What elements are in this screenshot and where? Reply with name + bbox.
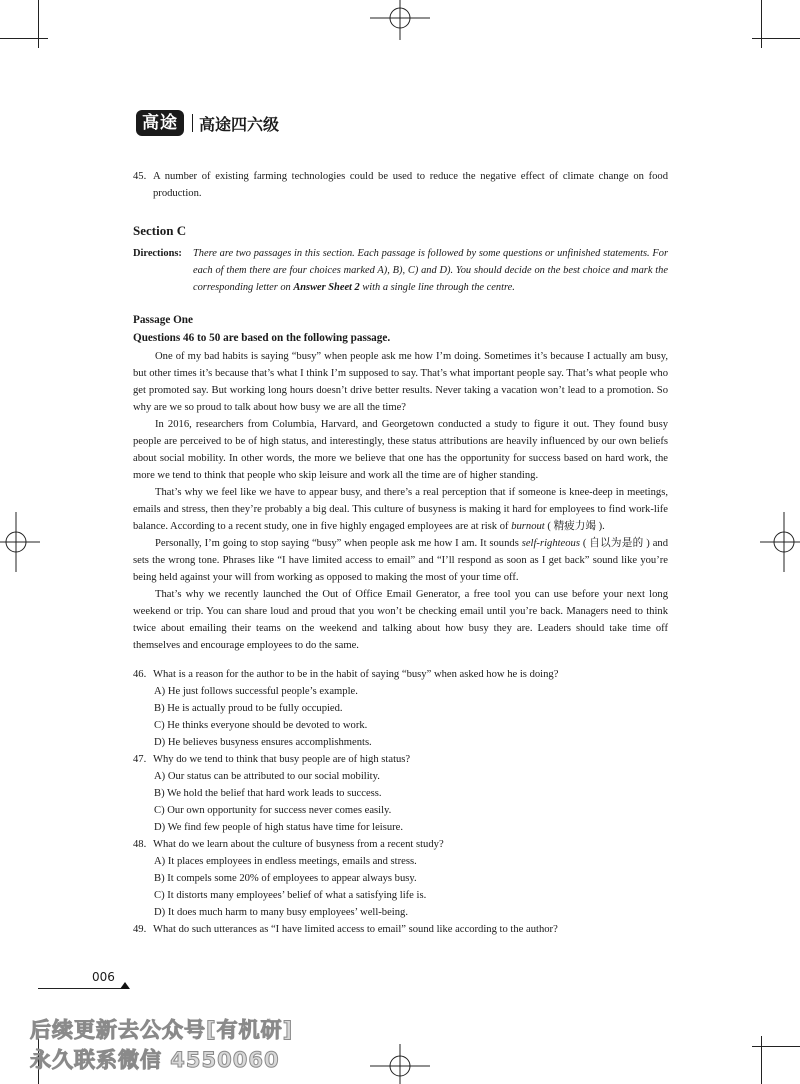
question-49	[133, 921, 668, 938]
answer-option: C) Our own opportunity for success never comes easily.	[154, 805, 392, 816]
term-self-righteous: self-righteous	[521, 538, 580, 549]
crop-mark	[38, 0, 39, 48]
question-46	[133, 666, 668, 751]
question-47	[133, 751, 668, 836]
registration-mark-bottom	[370, 1044, 430, 1084]
brand-divider	[192, 114, 193, 132]
brand-name: 高途四六级	[199, 114, 280, 134]
question-text: What do we learn about the culture of busyness from a recent study?	[153, 839, 444, 850]
answer-sheet-ref: Answer Sheet 2	[293, 282, 360, 293]
crop-mark	[752, 38, 800, 39]
registration-mark-top	[370, 0, 430, 40]
passage-title: Passage One	[133, 314, 193, 326]
brand-logo: 高途	[136, 110, 184, 136]
directions-label: Directions:	[133, 248, 182, 259]
answer-option: C) It distorts many employees’ belief of what a satisfying life is.	[154, 890, 427, 901]
crop-mark	[0, 38, 48, 39]
paragraph: That’s why we feel like we have to appear busy, and there’s a real perception that if someone is knee-deep in meetings, emails and stress, then they’re probably a big deal. This culture of busyness is making it hard for employees to find work-life balance. According to a recent study, one in five highly engaged employees are at risk of burnout ( 精疲力竭 ).	[133, 487, 668, 532]
paragraph: In 2016, researchers from Columbia, Harvard, and Georgetown conducted a study to figure it out. They found busy people are perceived to be of high status, and interestingly, these status attributions are heavily influenced by our own beliefs about social mobility. In other words, the more we believe that one has the opportunity for success based on hard work, the more we tend to think that people who skip leisure and work all the time are of higher standing.	[133, 419, 668, 481]
registration-mark-right	[760, 512, 800, 572]
directions	[133, 245, 668, 296]
question-number: 47.	[133, 754, 147, 765]
question-text: What is a reason for the author to be in the habit of saying “busy” when asked how he is doing?	[153, 669, 559, 680]
question-number: 49.	[133, 924, 147, 935]
answer-option: D) It does much harm to many busy employees’ well-being.	[154, 907, 408, 918]
question-number: 46.	[133, 669, 147, 680]
answer-option: A) Our status can be attributed to our social mobility.	[154, 771, 380, 782]
page-number-rule	[38, 988, 124, 989]
answer-option: C) He thinks everyone should be devoted to work.	[154, 720, 368, 731]
term-burnout: burnout	[511, 521, 545, 532]
answer-option: B) We hold the belief that hard work leads to success.	[154, 788, 382, 799]
question-number: 45.	[133, 171, 147, 182]
brand-header	[136, 110, 279, 136]
registration-mark-left	[0, 512, 40, 572]
crop-mark	[761, 1036, 762, 1084]
watermark-line-2: 永久联系微信 4550060	[30, 1048, 280, 1072]
question-text: Why do we tend to think that busy people are of high status?	[153, 754, 411, 765]
question-text: What do such utterances as “I have limited access to email” sound like according to the author?	[153, 924, 558, 935]
watermark-line-1: 后续更新去公众号[有机研]	[30, 1018, 294, 1042]
passage-body	[133, 348, 668, 654]
question-text: A number of existing farming technologies could be used to reduce the negative effect of climate change on food production.	[153, 171, 668, 199]
answer-option: D) He believes busyness ensures accomplishments.	[154, 737, 372, 748]
crop-mark	[752, 1046, 800, 1047]
answer-option: D) We find few people of high status have time for leisure.	[154, 822, 404, 833]
paragraph: Personally, I’m going to stop saying “busy” when people ask me how I am. It sounds self-righteous ( 自以为是的 ) and sets the wrong tone. Phrases like “I have limited access to email” and “I’ll respond as soon as I get back” sound like you’re being held against your will from working as opposed to making the most of your time off.	[133, 538, 668, 583]
page-triangle-icon	[120, 982, 130, 989]
question-45	[133, 168, 668, 202]
paragraph: That’s why we recently launched the Out of Office Email Generator, a free tool you can use before your next long weekend or trip. You can share loud and proud that you won’t be checking email until you’re back. Managers need to think twice about emailing their teams on the weekend and talking about how busy they are. Leaders should take time off themselves and encourage employees to do the same.	[133, 589, 668, 651]
page-number: 006	[92, 970, 115, 984]
section-title: Section C	[133, 223, 187, 238]
question-48	[133, 836, 668, 921]
question-list	[133, 666, 668, 938]
question-number: 48.	[133, 839, 147, 850]
answer-option: B) He is actually proud to be fully occupied.	[154, 703, 343, 714]
paragraph: One of my bad habits is saying “busy” when people ask me how I’m doing. Sometimes it’s because I actually am busy, but other times it’s because that’s what I think I’m supposed to say. That’s what important people say. That’s what people who get promoted say. But working long hours doesn’t drive better results. Never taking a vacation won’t lead to a promotion. So why are we so proud to talk about how busy we are all the time?	[133, 351, 668, 413]
answer-option: A) It places employees in endless meetings, emails and stress.	[154, 856, 417, 867]
answer-option: B) It compels some 20% of employees to appear always busy.	[154, 873, 417, 884]
directions-text: There are two passages in this section. Each passage is followed by some questions or unfinished statements. For each of them there are four choices marked A), B), C) and D). You should decide on the best choice and mark the corresponding letter on Answer Sheet 2 with a single line through the centre.	[193, 248, 668, 293]
page-content	[133, 168, 668, 938]
crop-mark	[761, 0, 762, 48]
answer-option: A) He just follows successful people’s example.	[154, 686, 358, 697]
passage-subtitle: Questions 46 to 50 are based on the following passage.	[133, 332, 391, 344]
